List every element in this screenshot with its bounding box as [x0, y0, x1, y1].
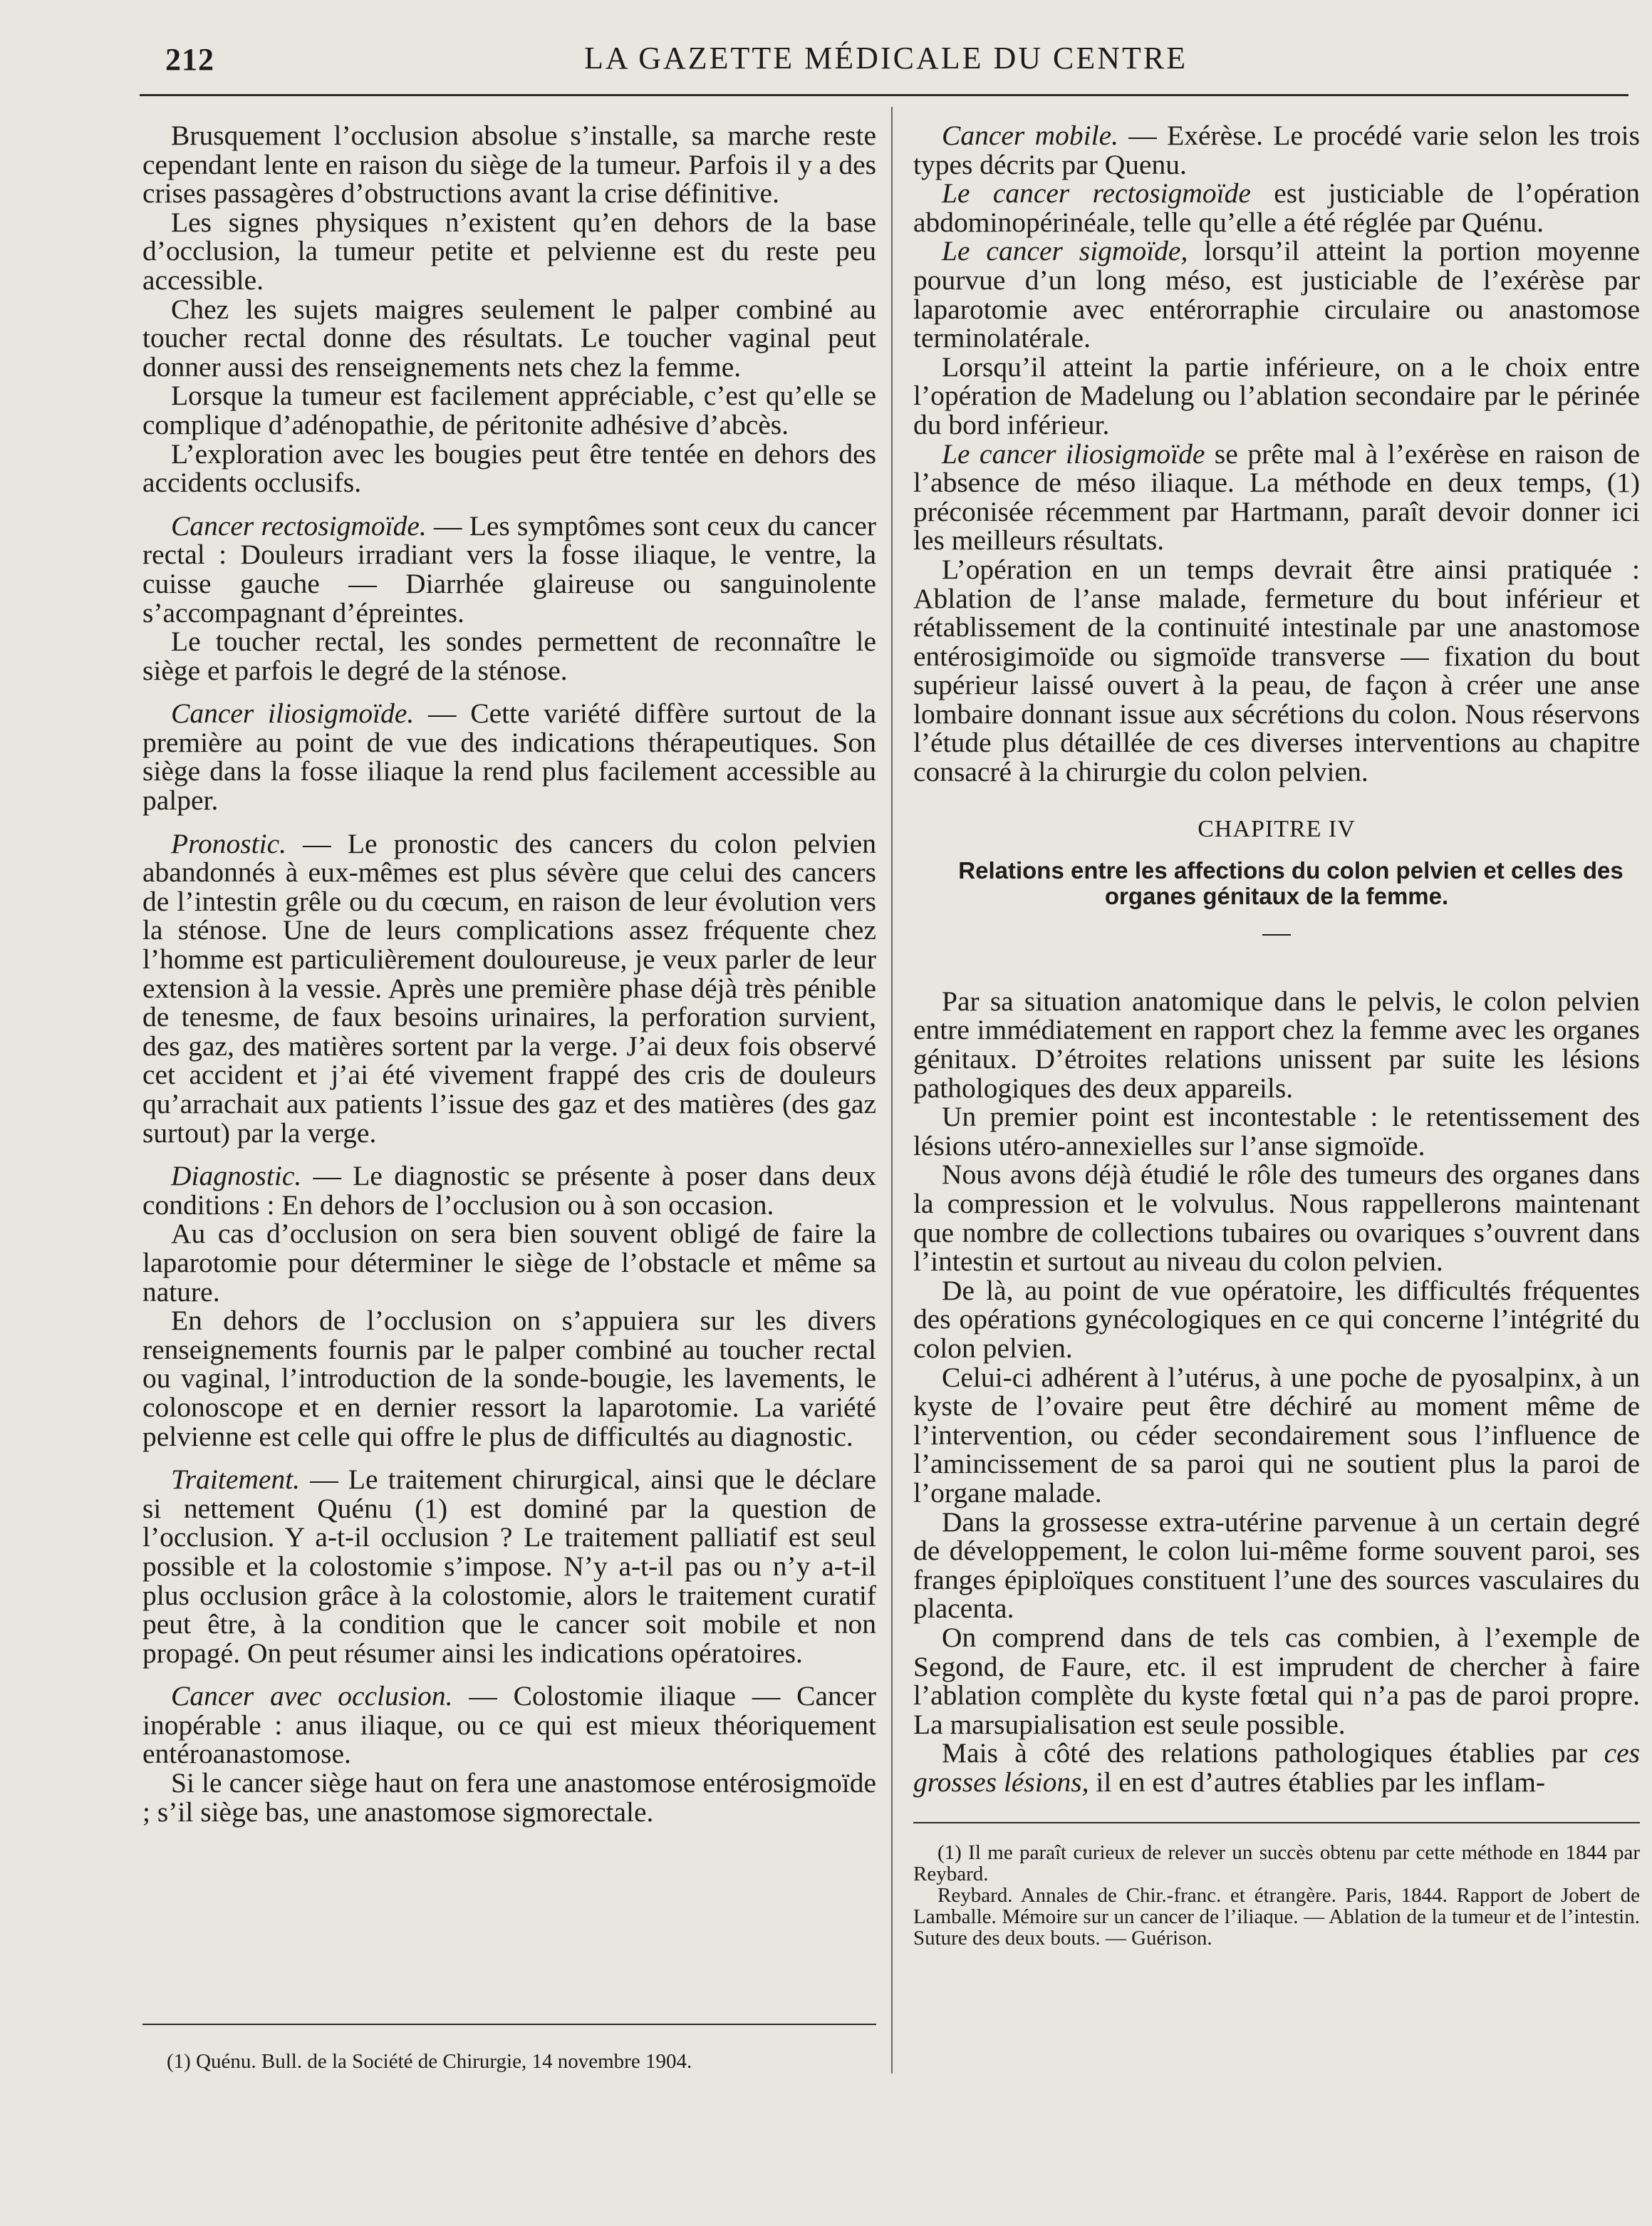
paragraph-lead: Traitement.: [171, 1464, 301, 1496]
paragraph-text: Un premier point est incontestable : le retentissement des lésions utéro-annexielles sur l’anse sigmoïde.: [913, 1101, 1640, 1161]
paragraph-text: Au cas d’occlusion on sera bien souvent obligé de faire la laparotomie pour déterminer le siège de l’obstacle et même sa nature.: [142, 1218, 876, 1308]
paragraph-text: — Colostomie iliaque — Cancer inopérable : anus iliaque, ou ce qui est mieux théoriquement entéroanastomose.: [142, 1680, 876, 1770]
paragraph-text: — Les symptômes sont ceux du cancer rectal : Douleurs irradiant vers la fosse iliaque, le ventre, la cuisse gauche — Diarrhée glaireuse ou sanguinolente s’accompagnant d’épreintes.: [142, 509, 876, 628]
chapter-separator: —: [1262, 916, 1291, 948]
paragraph-lead: Cancer avec occlusion.: [171, 1680, 453, 1712]
paragraph: [913, 440, 1640, 555]
paragraph: [913, 1508, 1640, 1623]
paragraph-text: L’opération en un temps devrait être ainsi pratiquée : Ablation de l’anse malade, fermeture du bout inférieur et rétablissement de la continuité intestinale par une anastomose entérosigimoïde ou sigmoïde transverse — fixation du bout supérieur laissé ouvert à la peau, de façon à créer une anse lombaire donnant issue aux sécrétions du colon. Nous réservons l’étude plus détaillée de ces diverses interventions au chapitre consacré à la chirurgie du colon pelvien.: [913, 553, 1640, 788]
paragraph-lead: Diagnostic.: [171, 1160, 302, 1192]
paragraph: [142, 381, 876, 439]
paragraph: [913, 1739, 1640, 1796]
paragraph: [142, 829, 876, 1148]
paragraph: [913, 179, 1640, 237]
page-number: 212: [165, 42, 214, 77]
paragraph-text: Le toucher rectal, les sondes permettent de reconnaître le siège et parfois le degré de la sténose.: [142, 626, 876, 686]
paragraph: [142, 1306, 876, 1451]
paragraph-lead: Pronostic.: [171, 827, 287, 859]
paragraph: [913, 1363, 1640, 1508]
paragraph-text: L’exploration avec les bougies peut être tentée en dehors des accidents occlusifs.: [142, 438, 876, 499]
paragraph-text: Lorsque la tumeur est facilement appréciable, c’est qu’elle se complique d’adénopathie, de péritonite adhésive d’abcès.: [142, 380, 876, 440]
right-footnotes: [913, 1842, 1640, 1949]
paragraph-text: Par sa situation anatomique dans le pelvis, le colon pelvien entre immédiatement en rapport chez la femme avec les organes génitaux. D’étroites relations unissent par suite les lésions pathologiques des deux appareils.: [913, 985, 1640, 1104]
paragraph-text: Chez les sujets maigres seulement le palper combiné au toucher rectal donne des résultats. Le toucher vaginal peut donner aussi des renseignements nets chez la femme.: [142, 293, 876, 383]
paragraph: [142, 121, 876, 208]
footnote-rule: [913, 1822, 1640, 1823]
paragraph-text: Celui-ci adhérent à l’utérus, à une poche de pyosalpinx, à un kyste de l’ovaire peut être déchiré au moment même de l’intervention, ou céder secondairement sous l’influence de l’amincissement de sa paroi qui ne soutient plus la paroi de l’organe malade.: [913, 1361, 1640, 1508]
paragraph-lead: Le cancer iliosigmoïde: [942, 438, 1205, 470]
left-footnote-block: [142, 2024, 876, 2072]
paragraph: [142, 509, 876, 628]
paragraph: [142, 1465, 876, 1667]
paragraph-text: — Le diagnostic se présente à poser dans deux conditions : En dehors de l’occlusion ou à son occasion.: [142, 1160, 876, 1221]
paragraph-text: Nous avons déjà étudié le rôle des tumeurs des organes dans la compression et le volvulus. Nous rappellerons maintenant que nombre de collections tubaires ou ovariques s’ouvrent dans l’intestin et surtout au niveau du colon pelvien.: [913, 1159, 1640, 1278]
paragraph-text: Dans la grossesse extra-utérine parvenue à un certain degré de développement, le colon lui-même forme souvent paroi, ses franges épiploïques constituent l’une des sources vasculaires du placenta.: [913, 1506, 1640, 1625]
paragraph-text: En dehors de l’occlusion on s’appuiera sur les divers renseignements fournis par le palper combiné au toucher rectal ou vaginal, l’introduction de la sonde-bougie, les lavements, le colonoscope et en dernier ressort la laparotomie. La variété pelvienne est celle qui offre le plus de difficultés au diagnostic.: [142, 1305, 876, 1452]
paragraph-text: Brusquement l’occlusion absolue s’installe, sa marche reste cependant lente en raison du siège de la tumeur. Parfois il y a des crises passagères d’obstructions avant la crise définitive.: [142, 120, 876, 209]
paragraph-text: Lorsqu’il atteint la partie inférieure, on a le choix entre l’opération de Madelung ou l’ablation secondaire par le périnée du bord inférieur.: [913, 351, 1640, 440]
paragraph-text: — Cette variété diffère surtout de la première au point de vue des indications thérapeutiques. Son siège dans la fosse iliaque la rend plus facilement accessible au palper.: [142, 698, 876, 817]
footnote: (1) Il me paraît curieux de relever un succès obtenu par cette méthode en 1844 par Reybard.: [913, 1841, 1640, 1886]
paragraph-text: — Le traitement chirurgical, ainsi que le déclare si nettement Quénu (1) est dominé par la question de l’occlusion. Y a-t-il occlusion ? Le traitement palliatif est seul possible et la colostomie s’impose. N’y a-t-il pas ou n’y a-t-il plus occlusion grâce à la colostomie, alors le traitement curatif peut être, à la condition que le cancer soit mobile et non propagé. On peut résumer ainsi les indications opératoires.: [142, 1464, 876, 1669]
paragraph: [913, 121, 1640, 179]
paragraph-text: — Exérèse. Le procédé varie selon les trois types décrits par Quenu.: [913, 120, 1640, 180]
left-column: [142, 121, 876, 1826]
paragraph-lead: Le cancer rectosigmoïde: [942, 177, 1251, 209]
paragraph: [913, 987, 1640, 1102]
paragraph-lead: Cancer iliosigmoïde.: [171, 698, 415, 730]
footnote-rule: [142, 2024, 876, 2025]
paragraph-text: lorsqu’il atteint la portion moyenne pourvue d’un long méso, est justiciable de l’exérèse par laparotomie avec entérorraphie circulaire ou anastomose terminolatérale.: [913, 235, 1640, 354]
chapter-title: Relations entre les affections du colon pelvien et celles des organes génitaux de la femme.: [958, 857, 1624, 910]
right-column: [913, 121, 1640, 1949]
paragraph-text: il en est d’autres établies par les inflam-: [1089, 1766, 1546, 1798]
paragraph-text: se prête mal à l’exérèse en raison de l’absence de méso iliaque. La méthode en deux temps, (1) préconisée récemment par Hartmann, paraît devoir donner ici les meilleurs résultats.: [913, 438, 1640, 556]
paragraph-lead: Cancer mobile.: [942, 120, 1118, 151]
paragraph: [913, 1159, 1640, 1278]
header-rule: [140, 94, 1628, 96]
paragraph: [142, 440, 876, 497]
paragraph: [913, 1276, 1640, 1363]
paragraph: [913, 1623, 1640, 1739]
paragraph: [913, 353, 1640, 440]
paragraph: [142, 627, 876, 685]
paragraph-lead: Le cancer sigmoïde,: [942, 235, 1188, 267]
footnote: Reybard. Annales de Chir.-franc. et étrangère. Paris, 1844. Rapport de Jobert de Lamballe. Mémoire sur un cancer de l’iliaque. — Ablation de la tumeur et de l’intestin. Suture des deux bouts. — Guérison.: [913, 1884, 1640, 1950]
left-footnotes: [142, 2051, 876, 2072]
paragraph: [142, 1161, 876, 1219]
paragraph-text: De là, au point de vue opératoire, les difficultés fréquentes des opérations gynécologiques en ce qui concerne l’intégrité du colon pelvien.: [913, 1274, 1640, 1364]
paragraph: [142, 208, 876, 295]
paragraph: [142, 1682, 876, 1769]
paragraph-text: — Le pronostic des cancers du colon pelvien abandonnés à eux-mêmes est plus sévère que celui des cancers de l’intestin grêle ou du cœcum, en raison de leur évolution vers la sténose. Une de leurs complications assez fréquente chez l’homme est particulièrement douloureuse, je veux parler de leur extension à la vessie. Après une première phase déjà très pénible de tenesme, de faux besoins urinaires, la perforation survient, des gaz, des matières sortent par la verge. J’ai deux fois observé cet accident et j’ai été vivement frappé des cris de douleurs qu’arrachait aux patients l’issue des gaz et des matières (des gaz surtout) par la verge.: [142, 827, 876, 1149]
footnote: (1) Quénu. Bull. de la Société de Chirurgie, 14 novembre 1904.: [167, 2050, 692, 2073]
paragraph-text: On comprend dans de tels cas combien, à l’exemple de Segond, de Faure, etc. il est imprudent de chercher à faire l’ablation complète du kyste fœtal qui n’a pas de paroi propre. La marsupialisation est seule possible.: [913, 1621, 1640, 1740]
paragraph-text: Si le cancer siège haut on fera une anastomose entérosigmoïde ; s’il siège bas, une anastomose sigmorectale.: [142, 1767, 876, 1828]
right-column-part2: [913, 987, 1640, 1739]
paragraph: [142, 698, 876, 817]
paragraph: [142, 1769, 876, 1826]
paragraph-text: Les signes physiques n’existent qu’en dehors de la base d’occlusion, la tumeur petite et pelvienne est du reste peu accessible.: [142, 206, 876, 296]
paragraph-lead: Cancer rectosigmoïde.: [171, 509, 427, 542]
right-column-part1: [913, 121, 1640, 787]
column-divider: [891, 107, 893, 2074]
paragraph-text: Mais à côté des relations pathologiques établies par: [942, 1737, 1604, 1769]
paragraph-italic: ces grosses lésions,: [913, 1737, 1640, 1798]
paragraph: [913, 1102, 1640, 1160]
paragraph: [142, 295, 876, 382]
paragraph: [142, 1219, 876, 1306]
running-title: LA GAZETTE MÉDICALE DU CENTRE: [584, 41, 1188, 76]
paragraph: [913, 555, 1640, 787]
chapter-number: CHAPITRE IV: [1198, 815, 1356, 842]
paragraph: [913, 237, 1640, 352]
paragraph-text: est justiciable de l’opération abdominopérinéale, telle qu’elle a été réglée par Quénu.: [913, 177, 1641, 238]
